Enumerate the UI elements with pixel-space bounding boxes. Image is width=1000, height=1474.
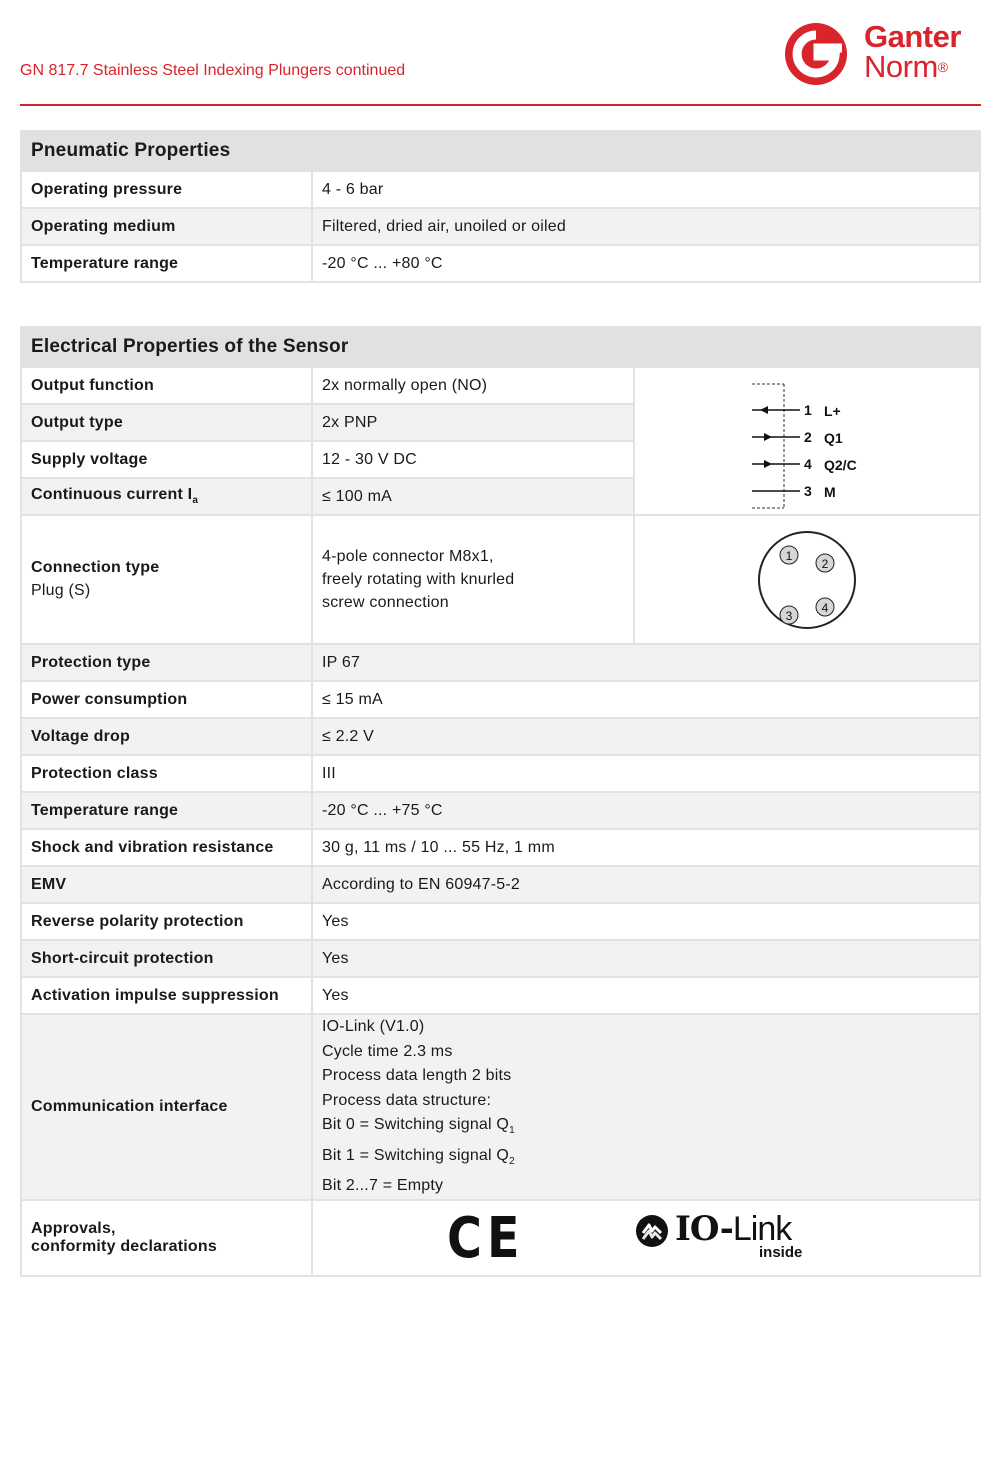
- iolink-prefix: IO-: [675, 1208, 733, 1249]
- wiring-diagram: [742, 373, 872, 509]
- ce-mark-icon: CE: [447, 1205, 525, 1271]
- logo-registered-mark: ®: [937, 59, 948, 75]
- wiring-pin-2: 2: [804, 429, 812, 445]
- row-value: According to EN 60947-5-2: [312, 866, 980, 903]
- row-label-continuous-current: [21, 478, 312, 515]
- iolink-word: Link: [732, 1209, 792, 1248]
- row-label: Temperature range: [21, 792, 312, 829]
- comm-line: [322, 1040, 970, 1065]
- wiring-signal-3: M: [824, 484, 836, 500]
- iolink-wordmark: [675, 1208, 792, 1249]
- row-value: IP 67: [312, 644, 980, 681]
- connector-pinout-icon: [752, 525, 862, 635]
- row-value: Yes: [312, 903, 980, 940]
- pneumatic-properties-table: [20, 130, 981, 283]
- row-label: Protection class: [21, 755, 312, 792]
- row-label: Voltage drop: [21, 718, 312, 755]
- comm-line-text: Bit 0 = Switching signal Q: [322, 1116, 510, 1133]
- wiring-signal-1: L+: [824, 403, 841, 419]
- row-label: Output function: [21, 367, 312, 404]
- comm-line-text: Process data structure:: [322, 1091, 492, 1109]
- connector-pin-2: 2: [821, 556, 829, 571]
- connection-type-sublabel: Plug (S): [31, 582, 91, 599]
- row-value: Yes: [312, 940, 980, 977]
- row-label: Shock and vibration resistance: [21, 829, 312, 866]
- communication-interface-label: Communication interface: [21, 1014, 312, 1200]
- logo-line-norm: [864, 49, 961, 84]
- row-value: Yes: [312, 977, 980, 1014]
- comm-line: [322, 1015, 970, 1040]
- row-value: 2x PNP: [312, 404, 634, 441]
- row-value: Filtered, dried air, unoiled or oiled: [312, 208, 980, 245]
- row-value: ≤ 2.2 V: [312, 718, 980, 755]
- approvals-logos-cell: [312, 1200, 980, 1276]
- connection-value-line: 4-pole connector M8x1,: [322, 548, 494, 565]
- connection-value-line: freely rotating with knurled: [322, 571, 515, 588]
- communication-interface-value: [312, 1014, 980, 1200]
- comm-line: [322, 1064, 970, 1089]
- connection-value-line: screw connection: [322, 594, 449, 611]
- ganter-logo-icon: [784, 22, 848, 86]
- logo-norm-text: Norm: [864, 49, 938, 84]
- iolink-logo: [635, 1208, 815, 1267]
- connector-pin-1: 1: [785, 548, 793, 563]
- electrical-section-title: Electrical Properties of the Sensor: [21, 327, 980, 367]
- comm-line-subscript: 2: [509, 1155, 515, 1167]
- wiring-pin-4: 4: [804, 456, 812, 472]
- continuous-current-label-text: Continuous current I: [31, 486, 193, 504]
- approvals-label: [21, 1200, 312, 1276]
- connector-pin-3: 3: [785, 608, 793, 623]
- row-label: EMV: [21, 866, 312, 903]
- comm-line: [322, 1174, 970, 1199]
- row-label: Short-circuit protection: [21, 940, 312, 977]
- approvals-label-line: conformity declarations: [31, 1237, 217, 1255]
- comm-line: [322, 1144, 970, 1175]
- row-value: 2x normally open (NO): [312, 367, 634, 404]
- wiring-signal-2: Q1: [824, 430, 843, 446]
- row-value: ≤ 100 mA: [312, 478, 634, 515]
- comm-line-subscript: 1: [509, 1125, 515, 1137]
- header-divider: [20, 104, 981, 106]
- row-label: Reverse polarity protection: [21, 903, 312, 940]
- wiring-pin-1: 1: [804, 402, 812, 418]
- wiring-pin-3: 3: [804, 483, 812, 499]
- row-value: 12 - 30 V DC: [312, 441, 634, 478]
- row-value: 30 g, 11 ms / 10 ... 55 Hz, 1 mm: [312, 829, 980, 866]
- connector-pin-diagram-cell: [634, 515, 980, 644]
- row-label: Protection type: [21, 644, 312, 681]
- comm-line-text: Bit 2...7 = Empty: [322, 1177, 444, 1195]
- comm-line-text: Cycle time 2.3 ms: [322, 1042, 453, 1060]
- approvals-label-line: Approvals,: [31, 1219, 116, 1237]
- ganter-norm-logo: [784, 19, 984, 86]
- row-label: Operating pressure: [21, 171, 312, 208]
- comm-line-text: Bit 1 = Switching signal Q: [322, 1146, 510, 1164]
- connection-type-value: [312, 515, 634, 644]
- document-title: GN 817.7 Stainless Steel Indexing Plungers continued: [20, 62, 406, 79]
- comm-line-text: Process data length 2 bits: [322, 1067, 512, 1084]
- logo-wordmark: [864, 19, 961, 84]
- row-value: -20 °C ... +80 °C: [312, 245, 980, 282]
- wiring-signal-4: Q2/C: [824, 457, 857, 473]
- row-label: Supply voltage: [21, 441, 312, 478]
- row-value: -20 °C ... +75 °C: [312, 792, 980, 829]
- continuous-current-subscript: a: [192, 495, 199, 507]
- row-label: Temperature range: [21, 245, 312, 282]
- row-label: Output type: [21, 404, 312, 441]
- row-label: Power consumption: [21, 681, 312, 718]
- comm-line: [322, 1089, 970, 1114]
- logo-line-ganter: Ganter: [864, 19, 961, 54]
- row-value: III: [312, 755, 980, 792]
- connector-pin-4: 4: [821, 600, 829, 615]
- electrical-properties-table: [20, 326, 981, 1277]
- pneumatic-section-title: Pneumatic Properties: [21, 131, 980, 171]
- wiring-diagram-cell: [634, 367, 980, 515]
- row-value: 4 - 6 bar: [312, 171, 980, 208]
- iolink-inside-text: inside: [759, 1243, 803, 1261]
- connection-type-label: Connection type: [31, 559, 160, 576]
- comm-line: [322, 1113, 970, 1144]
- row-label: Activation impulse suppression: [21, 977, 312, 1014]
- comm-line-text: IO-Link (V1.0): [322, 1018, 425, 1035]
- iolink-symbol-icon: [635, 1214, 669, 1248]
- connection-type-label-cell: [21, 515, 312, 644]
- row-label: Operating medium: [21, 208, 312, 245]
- row-value: ≤ 15 mA: [312, 681, 980, 718]
